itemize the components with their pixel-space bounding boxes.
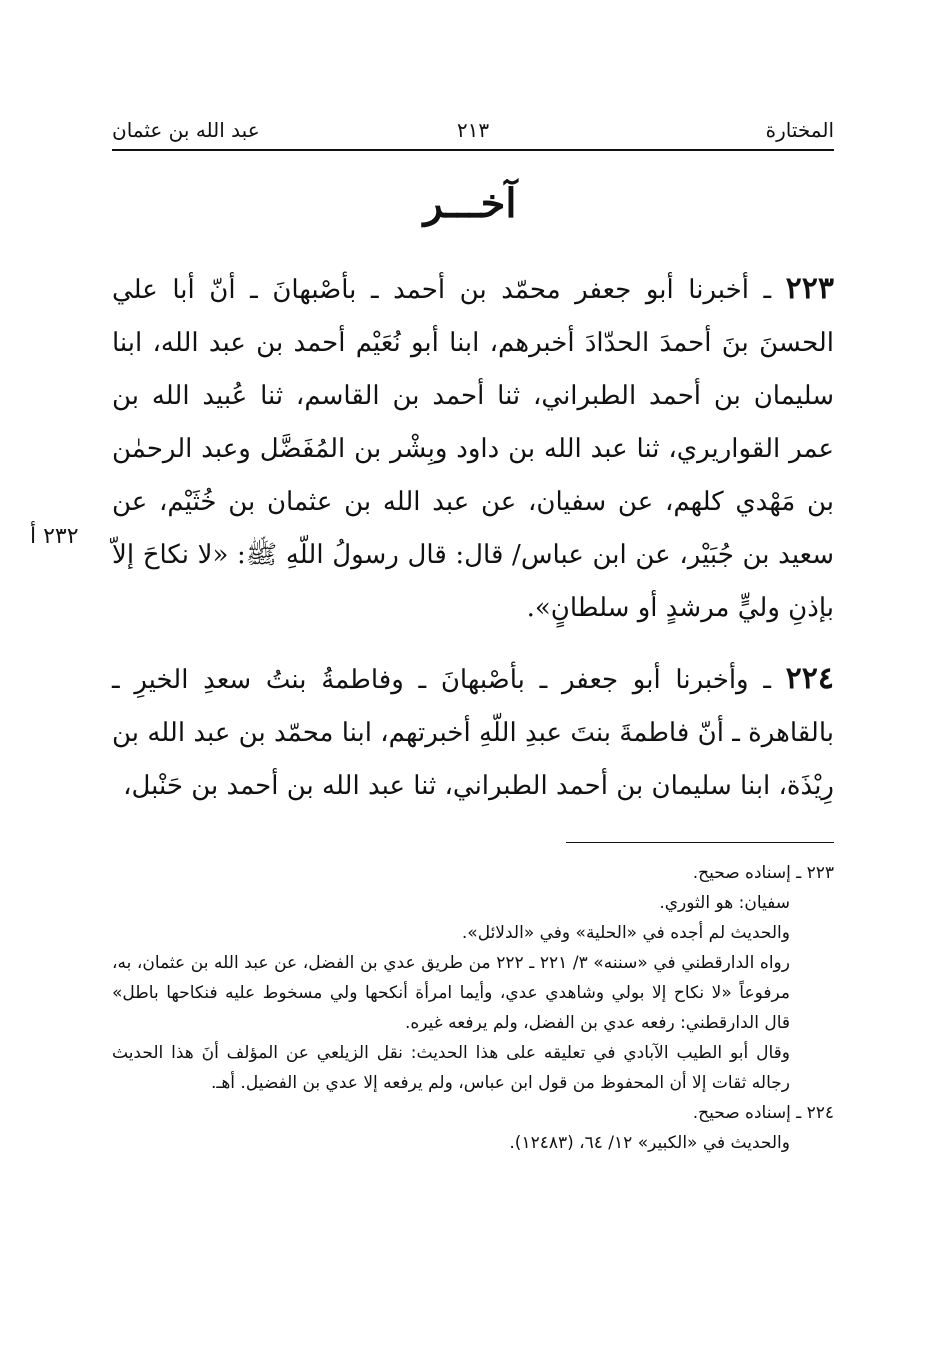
footnote-heading: ٢٢٤ ـ إسناده صحيح. — [692, 1103, 834, 1123]
hadith-number: ٢٢٣ — [785, 271, 834, 306]
footnote-line: رواه الدارقطني في «سننه» ٣/ ٢٢١ ـ ٢٢٢ من طريق عدي بن الفضل، عن عبد الله بن عثمان، به، مرفوعاً «لا نكاح إلا بولي وشاهدي عدي، وأيما امرأة أنكحها ولي مسخوط عليه فنكاحها باطل» قال الدارقطني: رفعه عدي بن الفضل، ولم يرفعه غيره. — [112, 953, 790, 1033]
footnote-rule — [566, 842, 834, 843]
hadith-number: ٢٢٤ — [785, 661, 834, 696]
section-title: آخـــر — [423, 180, 517, 227]
main-text — [112, 262, 834, 830]
footnote-line: سفيان: هو الثوري. — [659, 893, 790, 913]
header-rule — [112, 149, 834, 151]
footnote-line: والحديث لم أجده في «الحلية» وفي «الدلائل». — [461, 923, 790, 943]
footnote-heading: ٢٢٣ ـ إسناده صحيح. — [692, 863, 834, 883]
footnote-line: والحديث في «الكبير» ١٢/ ٦٤، (١٢٤٨٣). — [509, 1133, 790, 1153]
hadith-text: ـ أخبرنا أبو جعفر محمّد بن أحمد ـ بأصْبهانَ ـ أنّ أبا علي الحسنَ بنَ أحمدَ الحدّادَ أخبرهم، ابنا أبو نُعَيْم أحمد بن عبد الله، ابنا سليمان بن أحمد الطبراني، ثنا أحمد بن القاسم، ثنا عُبيد الله بن عمر القواريري، ثنا عبد الله بن داود وبِشْر بن المُفَضَّل وعبد الرحمٰن بن مَهْدي كلهم، عن سفيان، عن عبد الله بن عثمان بن خُثَيْم، عن سعيد بن جُبَيْر، عن ابن عباس/ قال: قال رسولُ اللّهِ ﷺ: «لا نكاحَ إلاّ بإذنِ وليٍّ مرشدٍ أو سلطانٍ». — [112, 275, 834, 623]
hadith-paragraph — [112, 652, 834, 813]
book-title: المختارة — [765, 118, 834, 142]
footnote-line: وقال أبو الطيب الآبادي في تعليقه على هذا الحديث: نقل الزيلعي عن المؤلف أنَ هذا الحديث رجاله ثقات إلا أن المحفوظ من قول ابن عباس، ولم يرفعه إلا عدي بن الفضيل. أهـ. — [112, 1043, 790, 1093]
page-number: ٢١٣ — [456, 118, 490, 142]
margin-folio-reference: ٢٣٢ أ — [30, 524, 79, 549]
hadith-text: ـ وأخبرنا أبو جعفر ـ بأصْبهانَ ـ وفاطمةُ بنتُ سعدِ الخيرِ ـ بالقاهرة ـ أنّ فاطمةَ بنتَ عبدِ اللّهِ أخبرتهم، ابنا محمّد بن عبد الله بن رِيْذَة، ابنا سليمان بن أحمد الطبراني، ثنا عبد الله بن أحمد بن حَنْبل، — [112, 665, 834, 801]
hadith-paragraph — [112, 262, 834, 635]
chapter-title: عبد الله بن عثمان — [112, 118, 260, 142]
footnotes — [112, 858, 834, 1158]
running-header — [112, 112, 834, 148]
